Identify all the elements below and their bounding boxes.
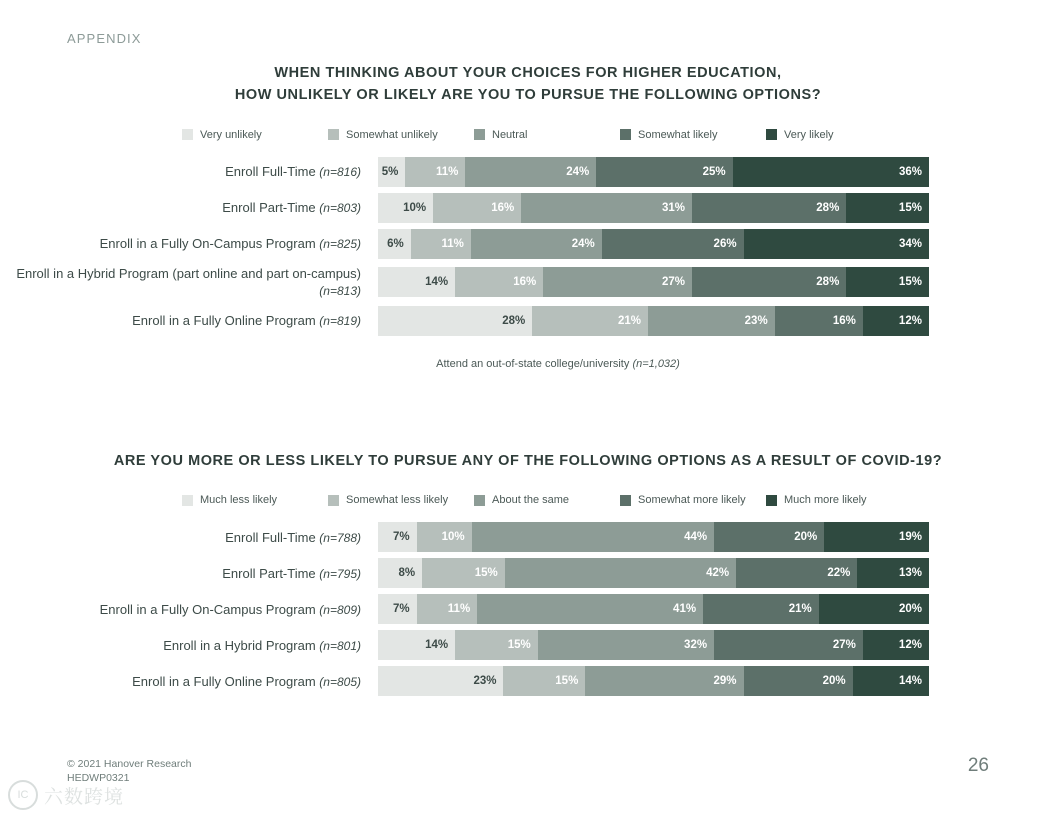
chart-row [0, 594, 1056, 624]
chart-row-label [0, 637, 378, 655]
legend-label: About the same [492, 494, 570, 507]
bar-segment: 31% [521, 193, 692, 223]
copyright-text: © 2021 Hanover Research [67, 758, 192, 770]
chart-row-sample-size: (n=825) [319, 237, 361, 252]
legend-label: Somewhat likely [638, 128, 718, 141]
legend-swatch-icon [182, 129, 193, 140]
legend-swatch-icon [766, 495, 777, 506]
legend-swatch-icon [620, 129, 631, 140]
bar-segment: 34% [744, 229, 929, 259]
legend-swatch-icon [182, 495, 193, 506]
bar-segment: 21% [532, 306, 648, 336]
bar-segment: 19% [824, 522, 929, 552]
bar-segment: 14% [853, 666, 929, 696]
chart-row-label [0, 601, 378, 619]
stacked-bar [378, 630, 929, 660]
chart-row-sample-size: (n=788) [319, 530, 361, 545]
bar-segment: 29% [585, 666, 743, 696]
chart-row-label-text: Enroll in a Fully On-Campus Program [99, 236, 316, 252]
bar-segment: 16% [433, 193, 521, 223]
stacked-bar [378, 522, 929, 552]
bar-segment: 20% [819, 594, 929, 624]
bar-segment: 28% [378, 306, 532, 336]
bar-segment: 11% [411, 229, 471, 259]
chart-row-sample-size: (n=816) [319, 165, 361, 180]
watermark-text: 六数跨境 [44, 786, 125, 808]
legend-label: Somewhat unlikely [346, 128, 438, 141]
legend-item [328, 129, 474, 141]
chart-row-sample-size: (n=819) [319, 314, 361, 329]
legend-swatch-icon [620, 495, 631, 506]
chart-row [0, 306, 1056, 336]
watermark-badge-icon: IC [8, 780, 38, 810]
chart-rows [0, 522, 1056, 696]
chart-row [0, 193, 1056, 223]
bar-segment: 8% [378, 558, 422, 588]
chart-row-label [0, 199, 378, 217]
legend-item [182, 129, 328, 141]
chart-row [0, 522, 1056, 552]
bar-segment: 16% [775, 306, 863, 336]
bar-segment: 24% [465, 157, 596, 187]
legend-label: Much more likely [784, 494, 867, 507]
stacked-bar [378, 306, 929, 336]
bar-segment: 32% [538, 630, 714, 660]
chart-title-line-1: WHEN THINKING ABOUT YOUR CHOICES FOR HIGHER EDUCATION, [274, 65, 782, 81]
chart-row-label-text: Enroll Part-Time [222, 200, 316, 216]
chart-row-sample-size: (n=803) [319, 201, 361, 216]
chart-row-sample-size: (n=805) [319, 674, 361, 689]
legend-label: Very unlikely [200, 128, 262, 141]
bar-segment: 10% [417, 522, 472, 552]
chart-row [0, 630, 1056, 660]
chart-title-line-1: ARE YOU MORE OR LESS LIKELY TO PURSUE ANY OF THE FOLLOWING OPTIONS AS A RESULT OF COVID-19? [113, 453, 943, 469]
legend-label: Somewhat more likely [638, 494, 746, 507]
bar-segment: 16% [455, 267, 543, 297]
legend-swatch-icon [328, 495, 339, 506]
chart-row [0, 157, 1056, 187]
bar-segment: 20% [714, 522, 824, 552]
page-number: 26 [967, 755, 989, 776]
chart-row-sample-size: (n=801) [319, 638, 361, 653]
bar-segment: 5% [378, 157, 405, 187]
bar-segment: 10% [378, 193, 433, 223]
stacked-bar [378, 267, 929, 297]
bar-segment: 42% [505, 558, 736, 588]
chart-row-label [0, 565, 378, 583]
stacked-bar [378, 229, 929, 259]
chart-row-label [0, 673, 378, 691]
bar-segment: 26% [602, 229, 744, 259]
chart-likelihood-higher-education [0, 62, 1056, 370]
legend-item [474, 494, 620, 506]
stacked-bar [378, 157, 929, 187]
chart-row-label-text: Enroll in a Fully Online Program [132, 313, 316, 329]
chart-title-line-2: HOW UNLIKELY OR LIKELY ARE YOU TO PURSUE THE FOLLOWING OPTIONS? [234, 87, 822, 104]
legend-item [620, 494, 766, 506]
legend-label: Neutral [492, 128, 528, 141]
legend-item [474, 129, 620, 141]
bar-segment: 15% [846, 193, 929, 223]
bar-segment: 21% [703, 594, 819, 624]
bar-segment: 27% [543, 267, 692, 297]
bar-segment: 13% [857, 558, 929, 588]
bar-segment: 14% [378, 630, 455, 660]
bar-segment: 20% [744, 666, 853, 696]
bar-segment: 41% [477, 594, 703, 624]
chart-row-sample-size: (n=795) [319, 566, 361, 581]
chart-row-label [0, 529, 378, 547]
chart-row-label [0, 235, 378, 253]
bar-segment: 7% [378, 522, 417, 552]
bar-segment: 11% [405, 157, 465, 187]
legend-label: Much less likely [200, 494, 278, 507]
bar-segment: 6% [378, 229, 411, 259]
chart-title [0, 450, 1056, 472]
chart-row-label-text: Enroll Part-Time [222, 565, 316, 581]
chart-row [0, 558, 1056, 588]
chart-row-label [0, 312, 378, 330]
chart-row-label-text: Enroll in a Fully Online Program [132, 673, 316, 689]
chart-row [0, 229, 1056, 259]
stacked-bar [378, 594, 929, 624]
watermark [8, 780, 124, 810]
legend-item [766, 494, 912, 506]
legend-swatch-icon [766, 129, 777, 140]
appendix-label: APPENDIX [67, 31, 142, 46]
legend-label: Very likely [784, 128, 834, 141]
bar-segment: 24% [471, 229, 602, 259]
bar-segment: 11% [417, 594, 478, 624]
chart-row-sample-size: (n=809) [319, 602, 361, 617]
chart-row-label [0, 265, 378, 300]
chart-row-label-text: Enroll in a Hybrid Program (part online and part on-campus) [16, 265, 361, 281]
bar-segment: 12% [863, 630, 929, 660]
chart-row-label-text: Enroll Full-Time [225, 529, 316, 545]
legend-swatch-icon [474, 129, 485, 140]
bar-segment: 44% [472, 522, 714, 552]
bar-segment: 15% [503, 666, 585, 696]
chart-title [0, 62, 1056, 107]
chart-rows [0, 157, 1056, 336]
bar-segment: 28% [692, 193, 846, 223]
chart-footnote [0, 358, 1056, 370]
chart-row-label-text: Enroll in a Fully On-Campus Program [99, 601, 316, 617]
legend-swatch-icon [328, 129, 339, 140]
legend-item [328, 494, 474, 506]
bar-segment: 22% [736, 558, 857, 588]
legend-item [182, 494, 328, 506]
chart-row-label [0, 163, 378, 181]
legend-item [620, 129, 766, 141]
chart-legend [0, 494, 1056, 506]
chart-legend [0, 129, 1056, 141]
legend-item [766, 129, 912, 141]
legend-swatch-icon [474, 495, 485, 506]
legend-label: Somewhat less likely [346, 494, 449, 507]
chart-likelihood-covid [0, 450, 1056, 702]
bar-segment: 15% [846, 267, 929, 297]
chart-row-label-text: Enroll Full-Time [225, 164, 316, 180]
bar-segment: 7% [378, 594, 417, 624]
bar-segment: 23% [378, 666, 503, 696]
bar-segment: 15% [422, 558, 505, 588]
bar-segment: 14% [378, 267, 455, 297]
bar-segment: 23% [648, 306, 775, 336]
chart-row-sample-size: (n=813) [319, 284, 361, 299]
bar-segment: 28% [692, 267, 846, 297]
chart-row [0, 265, 1056, 300]
chart-row [0, 666, 1056, 696]
chart-footnote-text: Attend an out-of-state college/university [436, 358, 630, 371]
stacked-bar [378, 193, 929, 223]
stacked-bar [378, 666, 929, 696]
bar-segment: 36% [733, 157, 929, 187]
bar-segment: 27% [714, 630, 863, 660]
document-code: HEDWP0321 [67, 772, 130, 785]
bar-segment: 15% [455, 630, 538, 660]
bar-segment: 12% [863, 306, 929, 336]
chart-footnote-n: (n=1,032) [632, 358, 680, 371]
bar-segment: 25% [596, 157, 732, 187]
chart-row-label-text: Enroll in a Hybrid Program [163, 637, 316, 653]
stacked-bar [378, 558, 929, 588]
